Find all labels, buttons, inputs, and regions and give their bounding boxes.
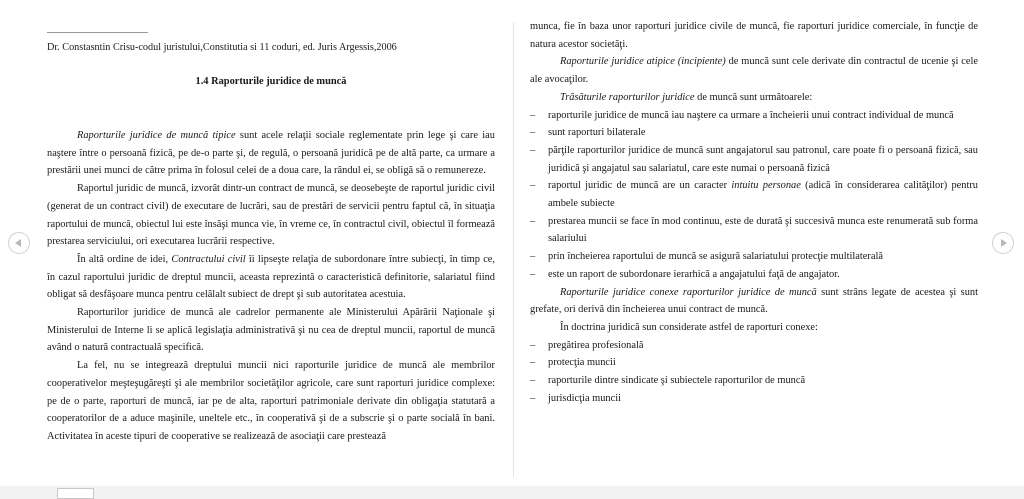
list-item [530, 213, 978, 248]
term-traits: Trăsăturile raporturilor juridice [560, 91, 695, 103]
list-item-text: raporturile dintre sindicate şi subiectele raporturilor de muncă [548, 375, 806, 387]
term-intuitu-personae: intuitu personae [731, 180, 801, 192]
list-item-text: raportul juridic de muncă are un caracter [548, 180, 732, 192]
previous-page-button[interactable] [8, 232, 30, 254]
page-divider [513, 22, 514, 477]
list-item-text: sunt raporturi bilaterale [548, 127, 646, 139]
term-civil-contract: Contractului civil [171, 253, 246, 265]
paragraph-traits-intro [530, 89, 978, 107]
paragraph-typical-relations [47, 127, 495, 180]
paragraph-text: În altă ordine de idei, [77, 253, 172, 265]
list-item [530, 372, 978, 390]
dash-bullet: – [530, 180, 536, 192]
list-item-text: protecţia muncii [548, 357, 616, 369]
page-thumbnail[interactable] [57, 488, 94, 499]
list-item-text: prin încheierea raportului de muncă se asigură salariatului protecţie multilaterală [548, 251, 883, 263]
dash-bullet: – [530, 268, 536, 280]
term-connex: Raporturile juridice conexe raporturilor juridice de muncă [560, 286, 817, 298]
paragraph-text: de muncă sunt următoarele: [694, 91, 813, 103]
list-item [530, 124, 978, 142]
footnote-separator [47, 32, 148, 33]
list-item [530, 142, 978, 177]
bottom-scrollbar[interactable] [0, 486, 1024, 499]
connex-list [530, 337, 978, 408]
list-item-text: jurisdicţia muncii [548, 392, 622, 404]
list-item-text: (adică în considerarea calităţilor) pentru ambele subiecte [548, 180, 978, 210]
paragraph-connex [530, 284, 978, 319]
list-item-text: este un raport de subordonare ierarhică a angajatului faţă de angajator. [548, 268, 840, 280]
list-item-text: raporturile juridice de muncă iau naştere ca urmare a încheierii unui contract individual de muncă [548, 109, 954, 121]
dash-bullet: – [530, 357, 536, 369]
paragraph-doctrine-intro: În doctrina juridică sun considerate astfel de raporturi conexe: [560, 321, 818, 333]
dash-bullet: – [530, 215, 536, 227]
footnote: Dr. Constasntin Crisu-codul juristului,Constitutia si 11 coduri, ed. Juris Argessis,2006 [47, 42, 397, 53]
list-item [530, 248, 978, 266]
chevron-left-icon [15, 239, 21, 247]
right-body-text [530, 18, 978, 407]
dash-bullet: – [530, 392, 536, 404]
left-body-text [47, 127, 495, 446]
paragraph-text: sunt strâns legate de acestea şi sunt grefate, ori derivă din încheierea unui contract de muncă. [530, 286, 978, 316]
list-item-text: părţile raporturilor juridice de muncă sunt angajatorul sau patronul, care poate fi o persoană fizică, sau juridică şi angajatul sau salariatul, care este numai o persoană fizică [548, 144, 978, 174]
list-item [530, 177, 978, 212]
next-page-button[interactable] [992, 232, 1014, 254]
list-item [530, 390, 978, 408]
dash-bullet: – [530, 375, 536, 387]
dash-bullet: – [530, 127, 536, 139]
paragraph-civil-distinction: Raportul juridic de muncă, izvorât dintr-un contract de muncă, se deosebeşte de raportul juridic civil (generat de un contract civil) de executare de lucrări, sau de prestări de servicii pentru faptul că, în situaţia raportului de muncă, obiectul lui este însăşi munca vie, în vreme ce, în contractul civil, obiectul îl formează prestarea serviciului, ori executarea lucrării respective. [47, 183, 495, 248]
page-right [530, 0, 978, 476]
paragraph-atypical [530, 53, 978, 88]
section-title: 1.4 Raporturile juridice de muncă [195, 76, 347, 87]
paragraph-continuation: munca, fie în baza unor raporturi juridice civile de muncă, fie raporturi juridice comerciale, în funcţie de natura acestor societăţi. [530, 21, 978, 50]
dash-bullet: – [530, 339, 536, 351]
page-left [47, 0, 495, 476]
dash-bullet: – [530, 251, 536, 263]
paragraph-text: de muncă sunt cele derivate din contractul de ucenie şi cele ale avocaţilor. [530, 56, 979, 86]
paragraph-cooperatives: La fel, nu se integrează dreptului muncii nici raporturile juridice de muncă ale membrilor cooperativelor meşteşugăreşti şi ale membrilor societăţilor agricole, care sunt raporturi juridice complexe: pe de o parte, raporturi de muncă, iar pe de alta, raporturi patrimoniale derivate din obligaţia statutară a cooperatorilor de a aduce maşinile, uneltele etc., în cooperativă şi de a subscrie şi o parte socială în bani. Activitatea în aceste tipuri de cooperative se realizează de asociaţii care prestează [47, 360, 495, 442]
term-typical-relations: Raporturile juridice de muncă tipice [77, 130, 236, 141]
list-item [530, 354, 978, 372]
list-item-text: pregătirea profesională [548, 339, 644, 351]
dash-bullet: – [530, 144, 536, 156]
list-item-text: prestarea muncii se face în mod continuu, este de durată şi succesivă munca este renumerată sub forma salariului [548, 215, 978, 245]
paragraph-text: îi lipseşte relaţia de subordonare între subiecţi, în timp ce, în cazul raportului juridic de dreptul muncii, aceasta reprezintă o caracteristică definitorie, salariatul fiind obligat să desfăşoare munca pentru celălalt subiect de drept şi sub autoritatea acestuia. [47, 253, 496, 301]
list-item [530, 337, 978, 355]
dash-bullet: – [530, 109, 536, 121]
term-atypical: Raporturile juridice atipice (incipiente) [560, 56, 726, 68]
paragraph-subordination [47, 251, 495, 304]
chevron-right-icon [1001, 239, 1007, 247]
paragraph-ministries: Raporturilor juridice de muncă ale cadrelor permanente ale Ministerului Apărării Naţionale şi Ministerului de Interne li se aplică legislaţia administrativă şi nu cea de dreptul muncii, raportul de muncă având o natură contractuală specifică. [47, 307, 495, 354]
paragraph-text: sunt acele relaţii sociale reglementate prin lege şi care iau naştere între o persoană fizică, pe de-o parte şi, de regulă, o persoană juridică pe de altă parte, ca urmare a prestării unei munci de către prima în folosul celei de a doua care, la rândul ei, se obligă să o remunereze. [47, 130, 495, 177]
list-item [530, 266, 978, 284]
list-item [530, 107, 978, 125]
traits-list [530, 107, 978, 284]
